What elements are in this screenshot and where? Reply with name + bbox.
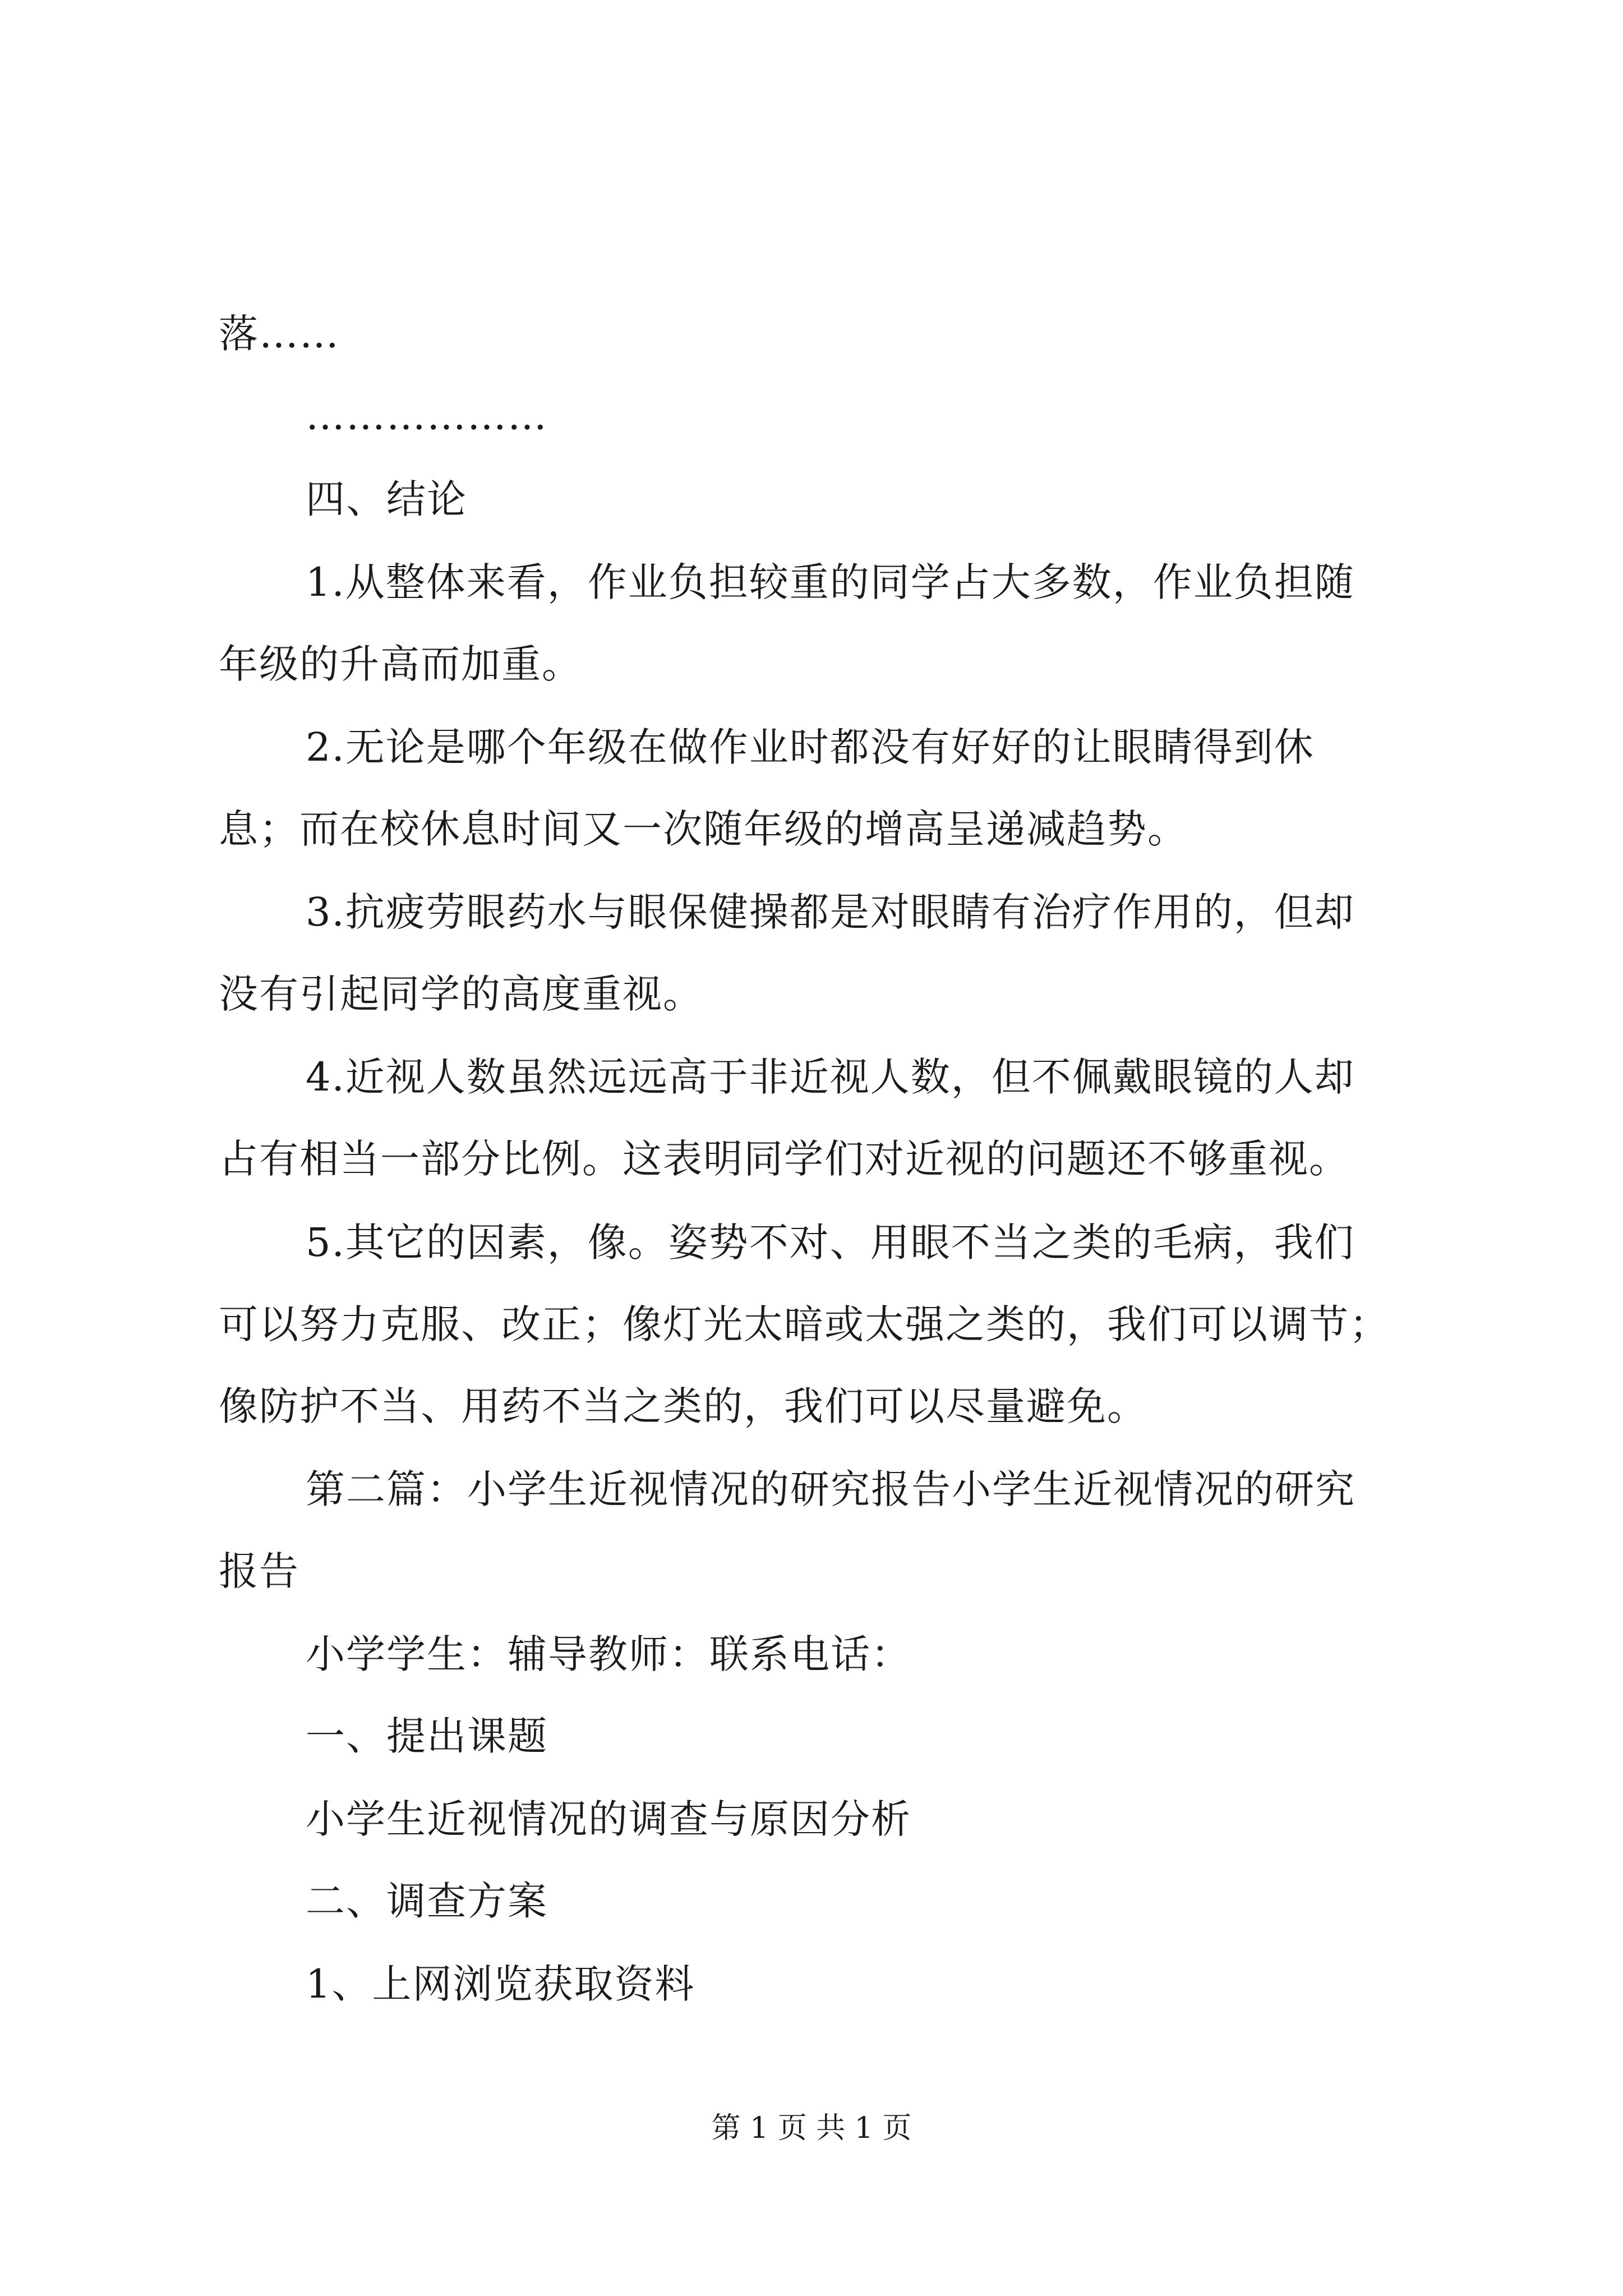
text-line: 可以努力克服、改正；像灯光太暗或太强之类的，我们可以调节； (219, 1301, 1390, 1347)
text-line: 5.其它的因素，像。姿势不对、用眼不当之类的毛病，我们 (306, 1220, 1355, 1266)
text-line: 1.从整体来看，作业负担较重的同学占大多数，作业负担随 (306, 559, 1355, 605)
text-line: 年级的升高而加重。 (219, 641, 582, 687)
text-line: 小学生近视情况的调查与原因分析 (306, 1796, 911, 1842)
text-line: 3.抗疲劳眼药水与眼保健操都是对眼睛有治疗作用的，但却 (306, 889, 1355, 935)
text-line: 报告 (219, 1548, 299, 1594)
section-heading: 四、结论 (306, 476, 467, 522)
text-line: 4.近视人数虽然远远高于非近视人数，但不佩戴眼镜的人却 (306, 1054, 1355, 1100)
text-line: 落…… (219, 311, 340, 357)
text-line: 第二篇：小学生近视情况的研究报告小学生近视情况的研究 (306, 1466, 1355, 1512)
text-line: 2.无论是哪个年级在做作业时都没有好好的让眼睛得到休 (306, 724, 1315, 770)
text-line: 息；而在校休息时间又一次随年级的增高呈递减趋势。 (219, 806, 1188, 852)
text-line: 小学学生：辅导教师：联系电话： (306, 1631, 911, 1677)
text-line: 1、上网浏览获取资料 (306, 1961, 695, 2007)
ellipsis-line: ……………… (306, 393, 548, 439)
text-line: 没有引起同学的高度重视。 (219, 971, 703, 1017)
section-heading: 一、提出课题 (306, 1713, 548, 1759)
text-line: 占有相当一部分比例。这表明同学们对近视的问题还不够重视。 (219, 1136, 1349, 1182)
section-heading: 二、调查方案 (306, 1878, 548, 1924)
page-footer: 第 1 页 共 1 页 (711, 2111, 912, 2145)
text-line: 像防护不当、用药不当之类的，我们可以尽量避免。 (219, 1383, 1147, 1429)
